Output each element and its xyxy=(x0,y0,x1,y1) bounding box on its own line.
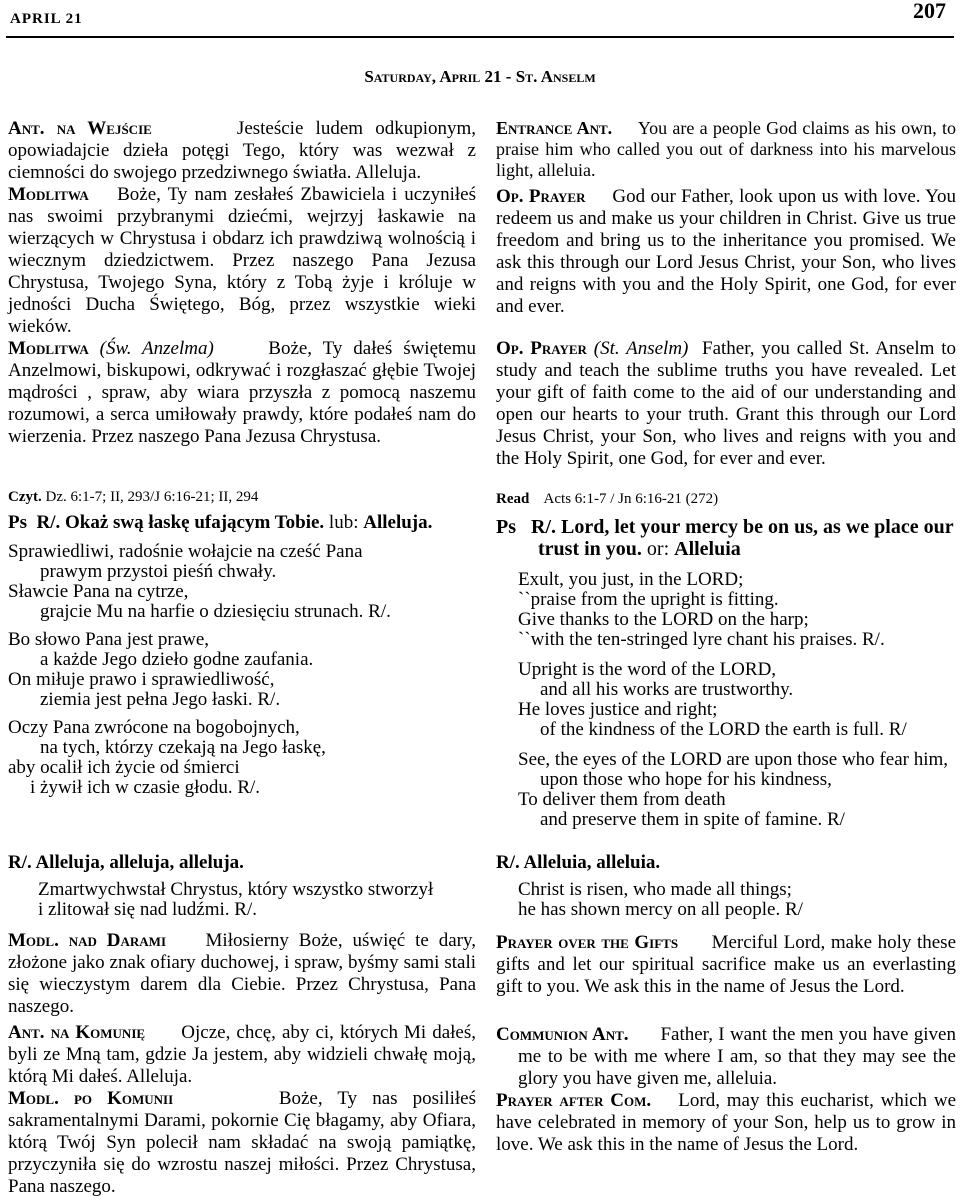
pl-alleluia-response: R/. Alleluja, alleluja, alleluja. xyxy=(8,852,244,873)
en-psalm-stanza: Exult, you just, in the LORD; ``praise from the upright is fitting. Give thanks to the LORD on the harp; ``with the ten-stringed lyre chant his praises. R/. xyxy=(518,569,885,650)
en-offertory-text: Merciful Lord, make holy these gifts and let our spiritual sacrifice make us an everlasting gift to you. We ask this in the name of Jesus the Lord. xyxy=(496,932,956,997)
pl-communion-text: Ojcze, chcę, aby ci, których Mi dałeś, byli ze Mną tam, gdzie Ja jestem, aby widzieli chwałę moją, którą Mi dałeś. Alleluja. xyxy=(8,1022,477,1087)
day-title: Saturday, April 21 - St. Anselm xyxy=(364,67,596,86)
pl-alleluia-verse: Zmartwychwstał Chrystus, który wszystko stworzył xyxy=(38,879,434,900)
pl-alleluia xyxy=(8,852,476,920)
pl-collect xyxy=(8,184,476,338)
pl-collect2-label: Modlitwa xyxy=(8,338,89,359)
pl-readings-label: Czyt. xyxy=(8,489,42,505)
pl-postcommunion-text: Boże, Ty nas posiliłeś sakramentalnymi Darami, pokornie Cię błagamy, aby Ofiara, którą Twój Syn polecił nam składać na swoją pamiątkę, przyczyniła się do wzrostu naszej miłości. Przez Chrystusa, Pana naszego. xyxy=(8,1088,477,1196)
en-communion-text: Father, I want the men you have given me to be with me where I am, so that they may see the glory you have given me, alleluia. xyxy=(518,1024,956,1089)
en-alleluia-response: R/. Alleluia, alleluia. xyxy=(496,852,661,873)
en-psalm-stanza: Upright is the word of the LORD, and all his works are trustworthy. He loves justice and right; of the kindness of the LORD the earth is full. R/ xyxy=(518,659,907,740)
pl-prayer-over-gifts xyxy=(8,930,476,1018)
page-number: 207 xyxy=(913,0,946,23)
en-prayer-after-communion xyxy=(496,1090,956,1156)
pl-collect2-note: (Św. Anzelma) xyxy=(99,338,214,359)
pl-psalm-stanza: Sprawiedliwi, radośnie wołajcie na cześć Pana prawym przystoi pieśń chwały. Sławcie Pana na cytrze, grajcie Mu na harfie o dziesięciu strunach. R/. xyxy=(8,541,391,622)
pl-collect-label: Modlitwa xyxy=(8,184,89,205)
pl-psalm xyxy=(8,512,476,798)
pl-offertory-label: Modl. nad Darami xyxy=(8,930,166,951)
pl-readings-text: Dz. 6:1-7; II, 293/J 6:16-21; II, 294 xyxy=(45,489,259,505)
pl-postcommunion-label: Modl. po Komunii xyxy=(8,1088,174,1109)
pl-collect-text: Boże, Ty nam zesłałeś Zbawiciela i uczyniłeś nas swoimi przybranymi dziećmi, wejrzyj łaskawie na wierzących w Chrystusa i obdarz ich prawdziwą wolnością i wiecznym dziedzictwem. Przez naszego Pana Jezusa Chrystusa, Twojego Syna, który z Tobą żyje i króluje w jedności Ducha Świętego, Bóg, przez wszystkie wieki wieków. xyxy=(8,184,476,337)
en-collect-label: Op. Prayer xyxy=(496,186,586,207)
en-alleluia-verse: he has shown mercy on all people. R/ xyxy=(518,899,803,920)
pl-psalm-response: Ps R/. Okaż swą łaskę ufającym Tobie. lub: Alleluja. xyxy=(8,512,433,533)
pl-entrance-label: Ant. na Wejście xyxy=(8,118,152,139)
pl-communion-label: Ant. na Komunię xyxy=(8,1022,146,1043)
pl-alleluia-verse: i zlitował się nad ludźmi. R/. xyxy=(38,899,257,920)
en-collect-anselm xyxy=(496,338,956,470)
en-communion-antiphon xyxy=(496,1024,956,1090)
en-entrance-label: Entrance Ant. xyxy=(496,118,613,138)
en-alleluia-verse: Christ is risen, who made all things; xyxy=(518,879,792,900)
pl-communion-antiphon xyxy=(8,1022,476,1088)
en-entrance-text: You are a people God claims as his own, to praise him who called you out of darkness into his marvelous light, alleluia. xyxy=(496,118,957,180)
en-collect xyxy=(496,186,956,318)
running-header-date: APRIL 21 xyxy=(10,11,83,27)
en-offertory-label: Prayer over the Gifts xyxy=(496,932,679,953)
en-postcommunion-label: Prayer after Com. xyxy=(496,1090,652,1111)
en-collect-text: God our Father, look upon us with love. You redeem us and make us your children in Christ. Give us true freedom and bring us to the inheritance you promised. We ask this through our Lord Jesus Christ, your Son, who lives and reigns with you and the Holy Spirit, one God, for ever and ever. xyxy=(496,186,956,317)
en-collect2-text: Father, you called St. Anselm to study and teach the sublime truths you have revealed. Let your gift of faith come to the aid of our understanding and open our hearts to your truth. Grant this through our Lord Jesus Christ, your Son, who lives and reigns with you and the Holy Spirit, one God, for ever and ever. xyxy=(496,338,956,469)
pl-offertory-text: Miłosierny Boże, uświęć te dary, złożone jako znak ofiary duchowej, i spraw, byśmy sami stali się wieczystym darem dla Ciebie. Przez Chrystusa, Pana naszego. xyxy=(8,930,476,1017)
pl-entrance-text: Jesteście ludem odkupionym, opowiadajcie dzieła potęgi Tego, który was wezwał z ciemności do swojego przedziwnego światła. Alleluja. xyxy=(8,118,477,183)
en-postcommunion-text: Lord, may this eucharist, which we have celebrated in memory of your Son, help us to grow in love. We ask this in the name of Jesus the Lord. xyxy=(496,1090,957,1155)
en-collect2-note: (St. Anselm) xyxy=(593,338,689,359)
en-psalm-stanza: See, the eyes of the LORD are upon those who fear him, upon those who hope for his kindness, To deliver them from death and preserve them in spite of famine. R/ xyxy=(518,749,949,830)
en-prayer-over-gifts xyxy=(496,932,956,998)
en-psalm xyxy=(496,516,956,830)
en-entrance-antiphon xyxy=(496,118,956,181)
en-communion-label: Communion Ant. xyxy=(496,1024,629,1045)
en-readings xyxy=(496,488,956,510)
pl-readings xyxy=(8,486,476,508)
en-collect2-label: Op. Prayer xyxy=(496,338,587,359)
pl-entrance-antiphon xyxy=(8,118,476,184)
en-alleluia xyxy=(496,852,956,920)
pl-collect-anselm xyxy=(8,338,476,448)
pl-psalm-stanza: Bo słowo Pana jest prawe, a każde Jego dzieło godne zaufania. On miłuje prawo i sprawiedliwość, ziemia jest pełna Jego łaski. R/. xyxy=(8,629,314,710)
header-rule xyxy=(6,36,954,38)
pl-collect2-text: Boże, Ty dałeś świętemu Anzelmowi, biskupowi, odkrywać i rozgłaszać głębie Twojej mądrości , spraw, aby wiara przyszła z pomocą naszemu rozumowi, a serca umiłowały prawdy, które podałeś nam do wierzenia. Przez naszego Pana Jezusa Chrystusa. xyxy=(8,338,477,447)
en-readings-text: Acts 6:1-7 / Jn 6:16-21 (272) xyxy=(543,491,719,507)
en-psalm-response: Ps R/. Lord, let your mercy be on us, as we place our trust in you. or: Alleluia xyxy=(496,516,954,560)
pl-psalm-stanza: Oczy Pana zwrócone na bogobojnych, na tych, którzy czekają na Jego łaskę, aby ocalił ich życie od śmierci i żywił ich w czasie głodu. R/. xyxy=(8,717,326,798)
en-readings-label: Read xyxy=(496,491,530,507)
pl-prayer-after-communion xyxy=(8,1088,476,1196)
